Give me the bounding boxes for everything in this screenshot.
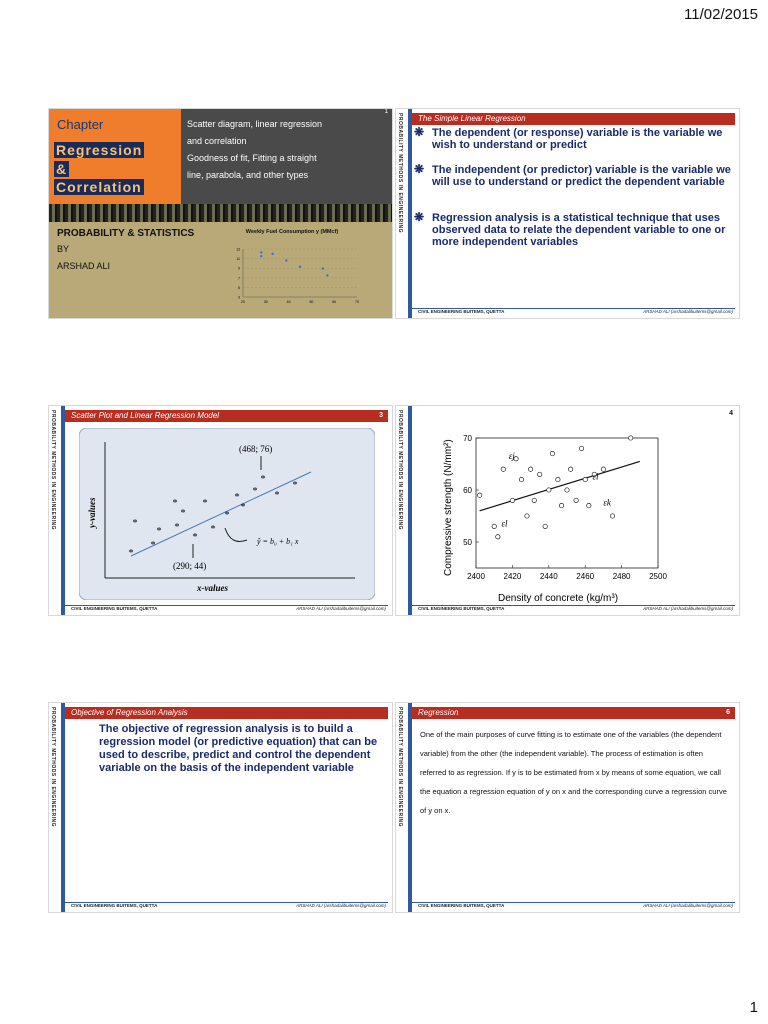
star-point: *	[172, 498, 178, 509]
x-tick-label: 30	[263, 300, 268, 304]
bullet-item	[414, 162, 732, 188]
mini-scatter-chart	[229, 245, 361, 307]
y-tick-label: 60	[463, 486, 472, 495]
footer-right: ARSHAD ALI (arshadalibuitems@gmail.com)	[643, 903, 733, 908]
star-point: *	[234, 492, 240, 503]
y-tick-label: 3	[238, 295, 240, 300]
data-point	[556, 477, 560, 481]
star-point: *	[202, 498, 208, 509]
star-point: *	[180, 508, 186, 519]
star-point: *	[224, 510, 230, 521]
data-point	[629, 436, 633, 440]
star-point: *	[292, 480, 298, 491]
x-axis-label: Density of concrete (kg/m³)	[498, 593, 619, 604]
star-point: *	[252, 486, 258, 497]
side-bar	[61, 703, 65, 912]
data-point	[574, 498, 578, 502]
x-tick-label: 40	[286, 300, 291, 304]
x-tick-label: 2500	[649, 572, 667, 581]
author-name: ARSHAD ALI	[57, 261, 111, 271]
side-bar	[408, 703, 412, 912]
footer-left: CIVIL ENGINEERING BUITEMS, QUETTA	[418, 309, 505, 314]
data-point	[501, 467, 505, 471]
slide-6[interactable]	[395, 702, 740, 913]
side-label: PROBABILITY METHODS IN ENGINEERING	[397, 410, 403, 530]
subtitle-line: line, parabola, and other types	[187, 170, 309, 180]
slide-title: Regression	[418, 708, 459, 717]
star-point: *	[274, 490, 280, 501]
slide-footer	[65, 903, 388, 910]
star-point: *	[128, 548, 134, 559]
x-tick-label: 60	[332, 300, 337, 304]
slide-5[interactable]	[48, 702, 393, 913]
slide-title: Objective of Regression Analysis	[71, 708, 188, 717]
data-point	[538, 472, 542, 476]
footer-left: CIVIL ENGINEERING BUITEMS, QUETTA	[418, 903, 505, 908]
x-tick-label: 50	[309, 300, 314, 304]
slide-number: 1	[384, 109, 388, 115]
data-point	[492, 524, 496, 528]
x-tick-label: 20	[241, 300, 245, 304]
subtitle-line: and correlation	[187, 136, 247, 146]
point-label-high: (468; 76)	[239, 444, 273, 454]
y-tick-label: 50	[463, 538, 472, 547]
slide-number: 3	[379, 412, 383, 419]
data-point	[322, 267, 324, 269]
asterisk-bullet-icon: ❋	[414, 210, 425, 224]
subtitle-line: Goodness of fit, Fitting a straight	[187, 153, 317, 163]
footer-right: ARSHAD ALI (arshadalibuitems@gmail.com)	[643, 309, 733, 314]
page-number: 1	[749, 999, 758, 1016]
data-point	[519, 477, 523, 481]
residual-label: εj	[508, 450, 515, 461]
star-point: *	[150, 540, 156, 551]
star-point: *	[260, 474, 266, 485]
x-tick-label: 2480	[612, 572, 631, 581]
y-tick-label: 13	[236, 247, 240, 252]
footer-right: ARSHAD ALI (arshadalibuitems@gmail.com)	[643, 606, 733, 611]
data-point	[579, 446, 583, 450]
bullet-text: The independent (or predictor) variable is the variable we will use to understand or predict the dependent variable	[432, 164, 731, 188]
residual-label: εl	[501, 518, 508, 529]
concrete-scatter-chart	[436, 426, 726, 606]
bullet-text: Regression analysis is a statistical technique that uses observed data to relate the dependent variable to one or more independent variables	[432, 212, 726, 248]
footer-left: CIVIL ENGINEERING BUITEMS, QUETTA	[418, 606, 505, 611]
star-point: *	[192, 532, 198, 543]
slide-title: The Simple Linear Regression	[418, 114, 526, 123]
slide-number: 6	[726, 709, 730, 716]
title-word-1: Regression	[56, 142, 143, 158]
mini-chart-title: Weekly Fuel Consumption y (MMcf)	[245, 229, 339, 235]
slide-title-bar	[412, 707, 735, 719]
footer-left: CIVIL ENGINEERING BUITEMS, QUETTA	[71, 903, 158, 908]
data-point	[601, 467, 605, 471]
x-tick-label: 70	[355, 300, 359, 304]
y-axis-label: Compressive strength (N/mm²)	[443, 439, 454, 576]
asterisk-bullet-icon: ❋	[414, 125, 425, 139]
slide-title-bar	[65, 410, 388, 422]
title-word-3: Correlation	[56, 179, 142, 195]
data-point	[271, 253, 273, 255]
data-point	[299, 266, 301, 268]
star-point: *	[174, 522, 180, 533]
data-point	[260, 251, 262, 253]
bullet-item	[414, 125, 732, 151]
data-point	[285, 259, 287, 261]
data-point	[547, 488, 551, 492]
data-point	[477, 493, 481, 497]
y-tick-label: 11	[236, 257, 240, 262]
slide-4[interactable]	[395, 405, 740, 616]
side-label: PROBABILITY METHODS IN ENGINEERING	[397, 113, 403, 233]
y-tick-label: 70	[463, 434, 472, 443]
slide-2[interactable]	[395, 108, 740, 319]
data-point	[510, 498, 514, 502]
objective-text: The objective of regression analysis is to build a regression model (or predictive equation) that can be used to describe, predict and control the dependent variable on the basis of the independent variable	[99, 723, 378, 774]
side-label: PROBABILITY METHODS IN ENGINEERING	[50, 410, 56, 530]
footer-right: ARSHAD ALI (arshadalibuitems@gmail.com)	[296, 606, 386, 611]
x-tick-label: 2420	[503, 572, 522, 581]
data-point	[260, 255, 262, 257]
x-axis-label: x-values	[197, 583, 228, 593]
data-point	[559, 503, 563, 507]
regression-equation: ŷ = b₀ + b₁ x	[257, 537, 299, 546]
star-point: *	[240, 502, 246, 513]
slide-footer	[65, 606, 388, 613]
data-point	[610, 514, 614, 518]
side-label: PROBABILITY METHODS IN ENGINEERING	[50, 707, 56, 827]
data-point	[525, 514, 529, 518]
slide-number: 4	[729, 410, 733, 417]
x-tick-label: 2460	[576, 572, 595, 581]
data-point	[583, 477, 587, 481]
side-bar	[408, 406, 412, 615]
side-label: PROBABILITY METHODS IN ENGINEERING	[397, 707, 403, 827]
subtitle-line: Scatter diagram, linear regression	[187, 119, 323, 129]
regression-illustration	[79, 428, 375, 600]
regression-text: One of the main purposes of curve fitting is to estimate one of the variables (the dependent variable) from the other (the independent variable). The process of estimation is often referred to as regression. If y is to be estimated from x by means of some equation, we call the equation a regression equation of y on x and the corresponding curve a regression curve of y on x.	[420, 730, 727, 815]
data-point	[326, 274, 328, 276]
slide-3[interactable]	[48, 405, 393, 616]
data-point	[496, 535, 500, 539]
slide-title-bar	[65, 707, 388, 719]
side-bar	[61, 406, 65, 615]
bullet-item	[414, 210, 732, 248]
slide-footer	[412, 606, 735, 613]
slide-footer	[412, 903, 735, 910]
residual-label: εi	[592, 471, 599, 482]
point-label-low: (290; 44)	[173, 561, 207, 571]
title-word-2: &	[56, 161, 68, 177]
chapter-label: Chapter	[57, 117, 104, 132]
y-tick-label: 9	[238, 266, 240, 271]
residual-label: εk	[603, 497, 611, 508]
y-axis-label: y-values	[87, 497, 97, 528]
data-point	[543, 524, 547, 528]
by-label: BY	[57, 244, 70, 254]
bullet-text: The dependent (or response) variable is the variable we wish to understand or predict	[432, 127, 723, 151]
data-point	[568, 467, 572, 471]
data-point	[528, 467, 532, 471]
x-tick-label: 2400	[467, 572, 485, 581]
data-point	[565, 488, 569, 492]
page-date: 11/02/2015	[684, 6, 758, 23]
subtitle-panel	[181, 109, 392, 204]
decorative-strip	[49, 204, 392, 222]
slide-footer	[412, 309, 735, 316]
star-point: *	[156, 526, 162, 537]
slide-title: Scatter Plot and Linear Regression Model	[71, 411, 220, 420]
star-point: *	[132, 518, 138, 529]
side-bar	[408, 109, 412, 318]
slide-title-bar	[412, 113, 735, 125]
footer-left: CIVIL ENGINEERING BUITEMS, QUETTA	[71, 606, 158, 611]
data-point	[532, 498, 536, 502]
asterisk-bullet-icon: ❋	[414, 162, 425, 176]
data-point	[587, 503, 591, 507]
star-point: *	[210, 524, 216, 535]
footer-right: ARSHAD ALI (arshadalibuitems@gmail.com)	[296, 903, 386, 908]
course-title: PROBABILITY & STATISTICS	[57, 228, 195, 239]
x-tick-label: 2440	[539, 572, 558, 581]
y-tick-label: 5	[238, 285, 240, 290]
data-point	[550, 451, 554, 455]
y-tick-label: 7	[238, 276, 240, 281]
slide-1[interactable]	[48, 108, 393, 319]
